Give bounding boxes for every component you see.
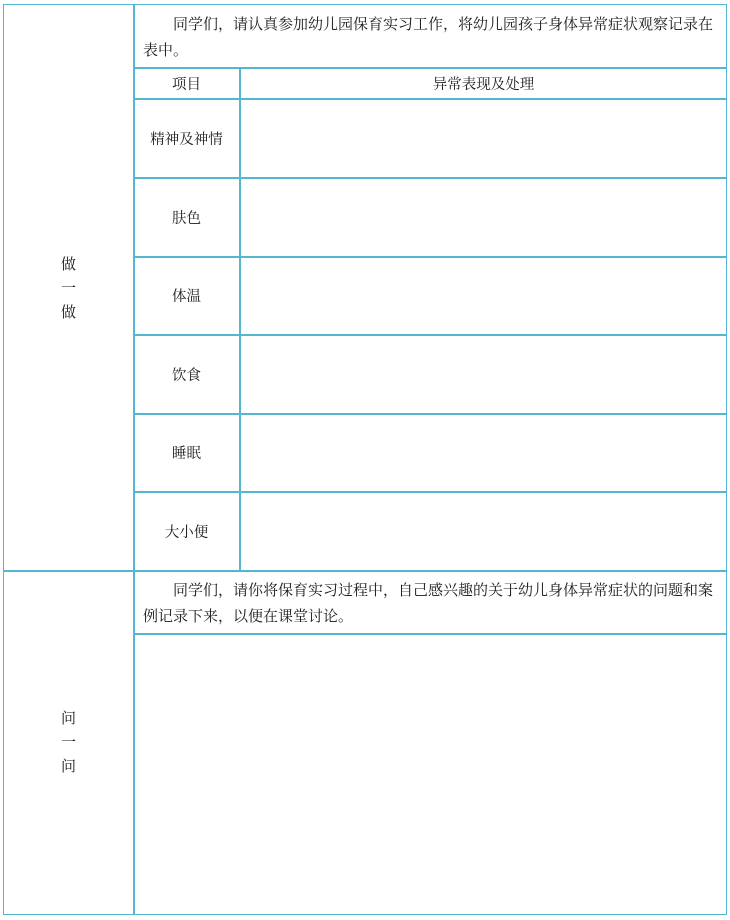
row-item-sleep: 睡眠 <box>172 446 201 462</box>
row-item-spirit: 精神及神情 <box>150 131 223 148</box>
label-char: 一 <box>60 279 76 297</box>
label-char: 问 <box>60 709 76 727</box>
header-detail: 异常表现及处理 <box>432 76 535 93</box>
header-item: 项目 <box>172 76 201 93</box>
row-item-temperature: 体温 <box>172 289 201 305</box>
row-value-skin[interactable] <box>240 178 727 256</box>
row-item-excretion: 大小便 <box>164 524 209 541</box>
section-do-label <box>3 252 134 324</box>
row-value-excretion[interactable] <box>240 492 727 570</box>
label-char: 做 <box>60 303 76 321</box>
row-value-temperature[interactable] <box>240 257 727 334</box>
section-ask-label <box>3 706 134 778</box>
row-value-diet[interactable] <box>240 335 727 413</box>
row-item-skin: 肤色 <box>172 210 201 227</box>
label-char: 一 <box>60 733 76 751</box>
ask-instruction: 同学们，请你将保育实习过程中，自己感兴趣的关于幼儿身体异常症状的问题和案例记录下来，以便在课堂讨论。 <box>143 581 714 625</box>
do-instruction: 同学们，请认真参加幼儿园保育实习工作，将幼儿园孩子身体异常症状观察记录在表中。 <box>143 15 714 59</box>
row-item-diet: 饮食 <box>172 367 201 384</box>
ask-answer-area[interactable] <box>134 634 727 914</box>
row-value-spirit[interactable] <box>240 99 727 177</box>
section-divider <box>3 570 727 572</box>
row-value-sleep[interactable] <box>240 414 727 491</box>
label-char: 做 <box>60 255 76 273</box>
label-char: 问 <box>60 757 76 775</box>
